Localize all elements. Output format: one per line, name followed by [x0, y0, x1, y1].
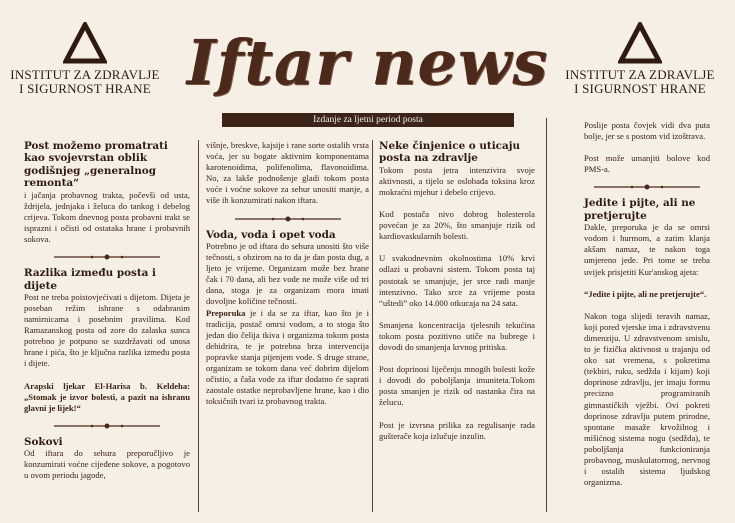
triangle-logo-icon: [63, 22, 107, 64]
column-divider: [372, 140, 373, 512]
article-paragraph: i jačanja probavnog trakta, počevši od usta, ždrijela, jednjaka i želuca do tankog i debelog crijeva. Tokom dnevnog posta probavni trakt se isprazni i očisti od ostataka hrane i probavnih sokova.: [24, 189, 190, 244]
article-paragraph: Tokom posta jetra intenzivira svoje aktivnosti, a tijelo se oslobađa toksina kroz mokraćni mjehur i debelo crijevo.: [379, 164, 535, 197]
article-paragraph: Smanjena koncentracija tjelesnih tekućina tokom posta pozitivno utiče na bubrege i dovodi do smanjenja krvnog pritiska.: [379, 319, 535, 353]
article-heading: Jedite i pijte, ali ne pretjerujte: [584, 197, 696, 222]
institute-logo-right: [565, 22, 715, 96]
institute-name-line2: I SIGURNOST HRANE: [19, 81, 151, 96]
article-paragraph: Od iftara do sehura preporučljivo je konzumirati voćne cijeđene sokove, a pogotovo u ovom periodu jagode,: [24, 448, 190, 481]
institute-name: [565, 68, 715, 96]
article-paragraph: Poslije posta čovjek vidi dva puta bolje, jer se s postom vid izoštrava.: [584, 120, 710, 142]
article-paragraph: Post doprinosi liječenju mnogih bolesti kože i dovodi do poboljšanja imuniteta.Tokom posta smanjen je rizik od nastanka čira na želucu.: [379, 364, 535, 408]
article-heading: Razlika između posta i dijete: [24, 267, 156, 292]
ornament-divider-icon: [52, 253, 162, 261]
article-paragraph: Dakle, preporuka je da se omrsi vodom i hurmom, a zatim klanja akšam namaz, te nakon toga umjereno jede. Pri tome se treba uvijek prisjetiti Kur'anskog ajeta:: [584, 222, 710, 277]
institute-name-line1: INSTITUT ZA ZDRAVLJE: [10, 67, 160, 82]
ornament-divider-icon: [233, 215, 343, 223]
article-paragraph: Post može umanjiti bolove kod PMS-a.: [584, 153, 710, 175]
institute-name: [10, 68, 160, 96]
article-column-4: [584, 120, 710, 488]
article-column-3: [379, 140, 535, 442]
triangle-logo-icon: [618, 22, 662, 64]
article-paragraph: višnje, breskve, kajsije i rane sorte ostalih vrsta voća, jer su bogate aktivnim komponentama karotenoidima, polifenolima, flavonoidima. No, za lakše podnošenje gladi tokom posta voće i voćne sokove za sehur unositi manje, a više ih konzumirati nakon iftara.: [206, 140, 369, 206]
article-column-2: [206, 140, 369, 407]
column-divider: [198, 140, 199, 512]
article-heading: Neke činjenice o uticaju posta na zdravlje: [379, 140, 521, 165]
article-quote: Arapski ljekar El-Harisa b. Keldeha: „Stomak je izvor bolesti, a pazit na ishranu glavni je lijek!“: [24, 380, 190, 413]
article-paragraph: Preporuka je i da se za iftar, kao što je i tradicija, postač omrsi vodom, a to stoga što jedan dio čelija tkiva i organizma tokom posta dehidrira, te je potrebna brza intervencija popravke stanja pijenjem vode. S druge strane, organizam se tokom dana već dobrim dijelom očistio, a čaša vode za iftar dodatno će saprati zaostale ostatke neprobavljene hrane, kao i dio toksičnih tvari iz probavnog trakta.: [206, 307, 370, 407]
article-paragraph: U svakodnevnim okolnostima 10% krvi odlazi u probavni sistem. Tokom posta taj postotak se smanjuje, jer srce radi manje intenzivno. Tako srce za vrijeme posta “uštedi” oko 14.000 otkucaja na 24 sata.: [379, 253, 535, 308]
article-quote: “Jedite i pijte, ali ne pretjerujte“.: [584, 288, 707, 299]
article-column-1: [24, 140, 190, 482]
ornament-divider-icon: [52, 422, 162, 430]
article-paragraph: Nakon toga slijedi teravih namaz, koji pored vjerske ima i zdravstvenu dimenziju. U zdravstvenom smislu, to je fizička aktivnost u trajanju od oko sat vremena, s pokretima (tekbiri, ruku, sedžda i kijam) koji doprinose zdravlju, jer imaju formu precizno programiranih gimnastičkih vježbi. Ovi pokreti doprinose zdravlju putem prirodne, spontane masaže krvožilnog i mišićnog sistema nogu (sedžda), te poboljšanja funkcioniranja probavnog, muskulatornog, nervnog i ostalih sistema ljudskog organizma.: [584, 310, 710, 488]
masthead-title: Iftar news: [186, 26, 549, 99]
article-heading: Sokovi: [24, 435, 63, 448]
article-paragraph: Post je izvrsna prilika za regulisanje rada gušterače koja izlučuje inzulin.: [379, 419, 535, 441]
masthead-subtitle: Izdanje za ljetni period posta: [222, 113, 514, 127]
article-heading: Post možemo promatrati kao svojevrstan oblik godišnjeg „generalnog remonta“: [24, 140, 168, 190]
institute-name-line1: INSTITUT ZA ZDRAVLJE: [565, 67, 715, 82]
institute-name-line2: I SIGURNOST HRANE: [574, 81, 706, 96]
article-paragraph: Post ne treba poistovjećivati s dijetom. Dijeta je poseban režim ishrane s odabranim namirnicama i posebnim pravilima. Kod Ramazanskog posta od zore do zalaska sunca potrebno je potpuno se suzdržavati od unosa hrane i pića, što je ključna razlika između posta i dijete.: [24, 291, 190, 369]
article-heading: Voda, voda i opet voda: [206, 228, 336, 241]
article-paragraph: Kod postača nivo dobrog holesterola povećan je za 20%, što smanjuje rizik od kardiovaskularnih bolesti.: [379, 209, 535, 242]
ornament-divider-icon: [592, 183, 702, 191]
institute-logo-left: [10, 22, 160, 96]
column-divider: [546, 118, 547, 512]
article-paragraph: Potrebno je od iftara do sehura unositi što više tečnosti, s obzirom na to da je dan posta dug, a ljeto je vrijeme. Organizam može bez hrane čak i 70 dana, ali bez vode ne može više od tri dana, stoga je za organizam mora imati dovoljne količine tečnosti.: [206, 240, 369, 307]
